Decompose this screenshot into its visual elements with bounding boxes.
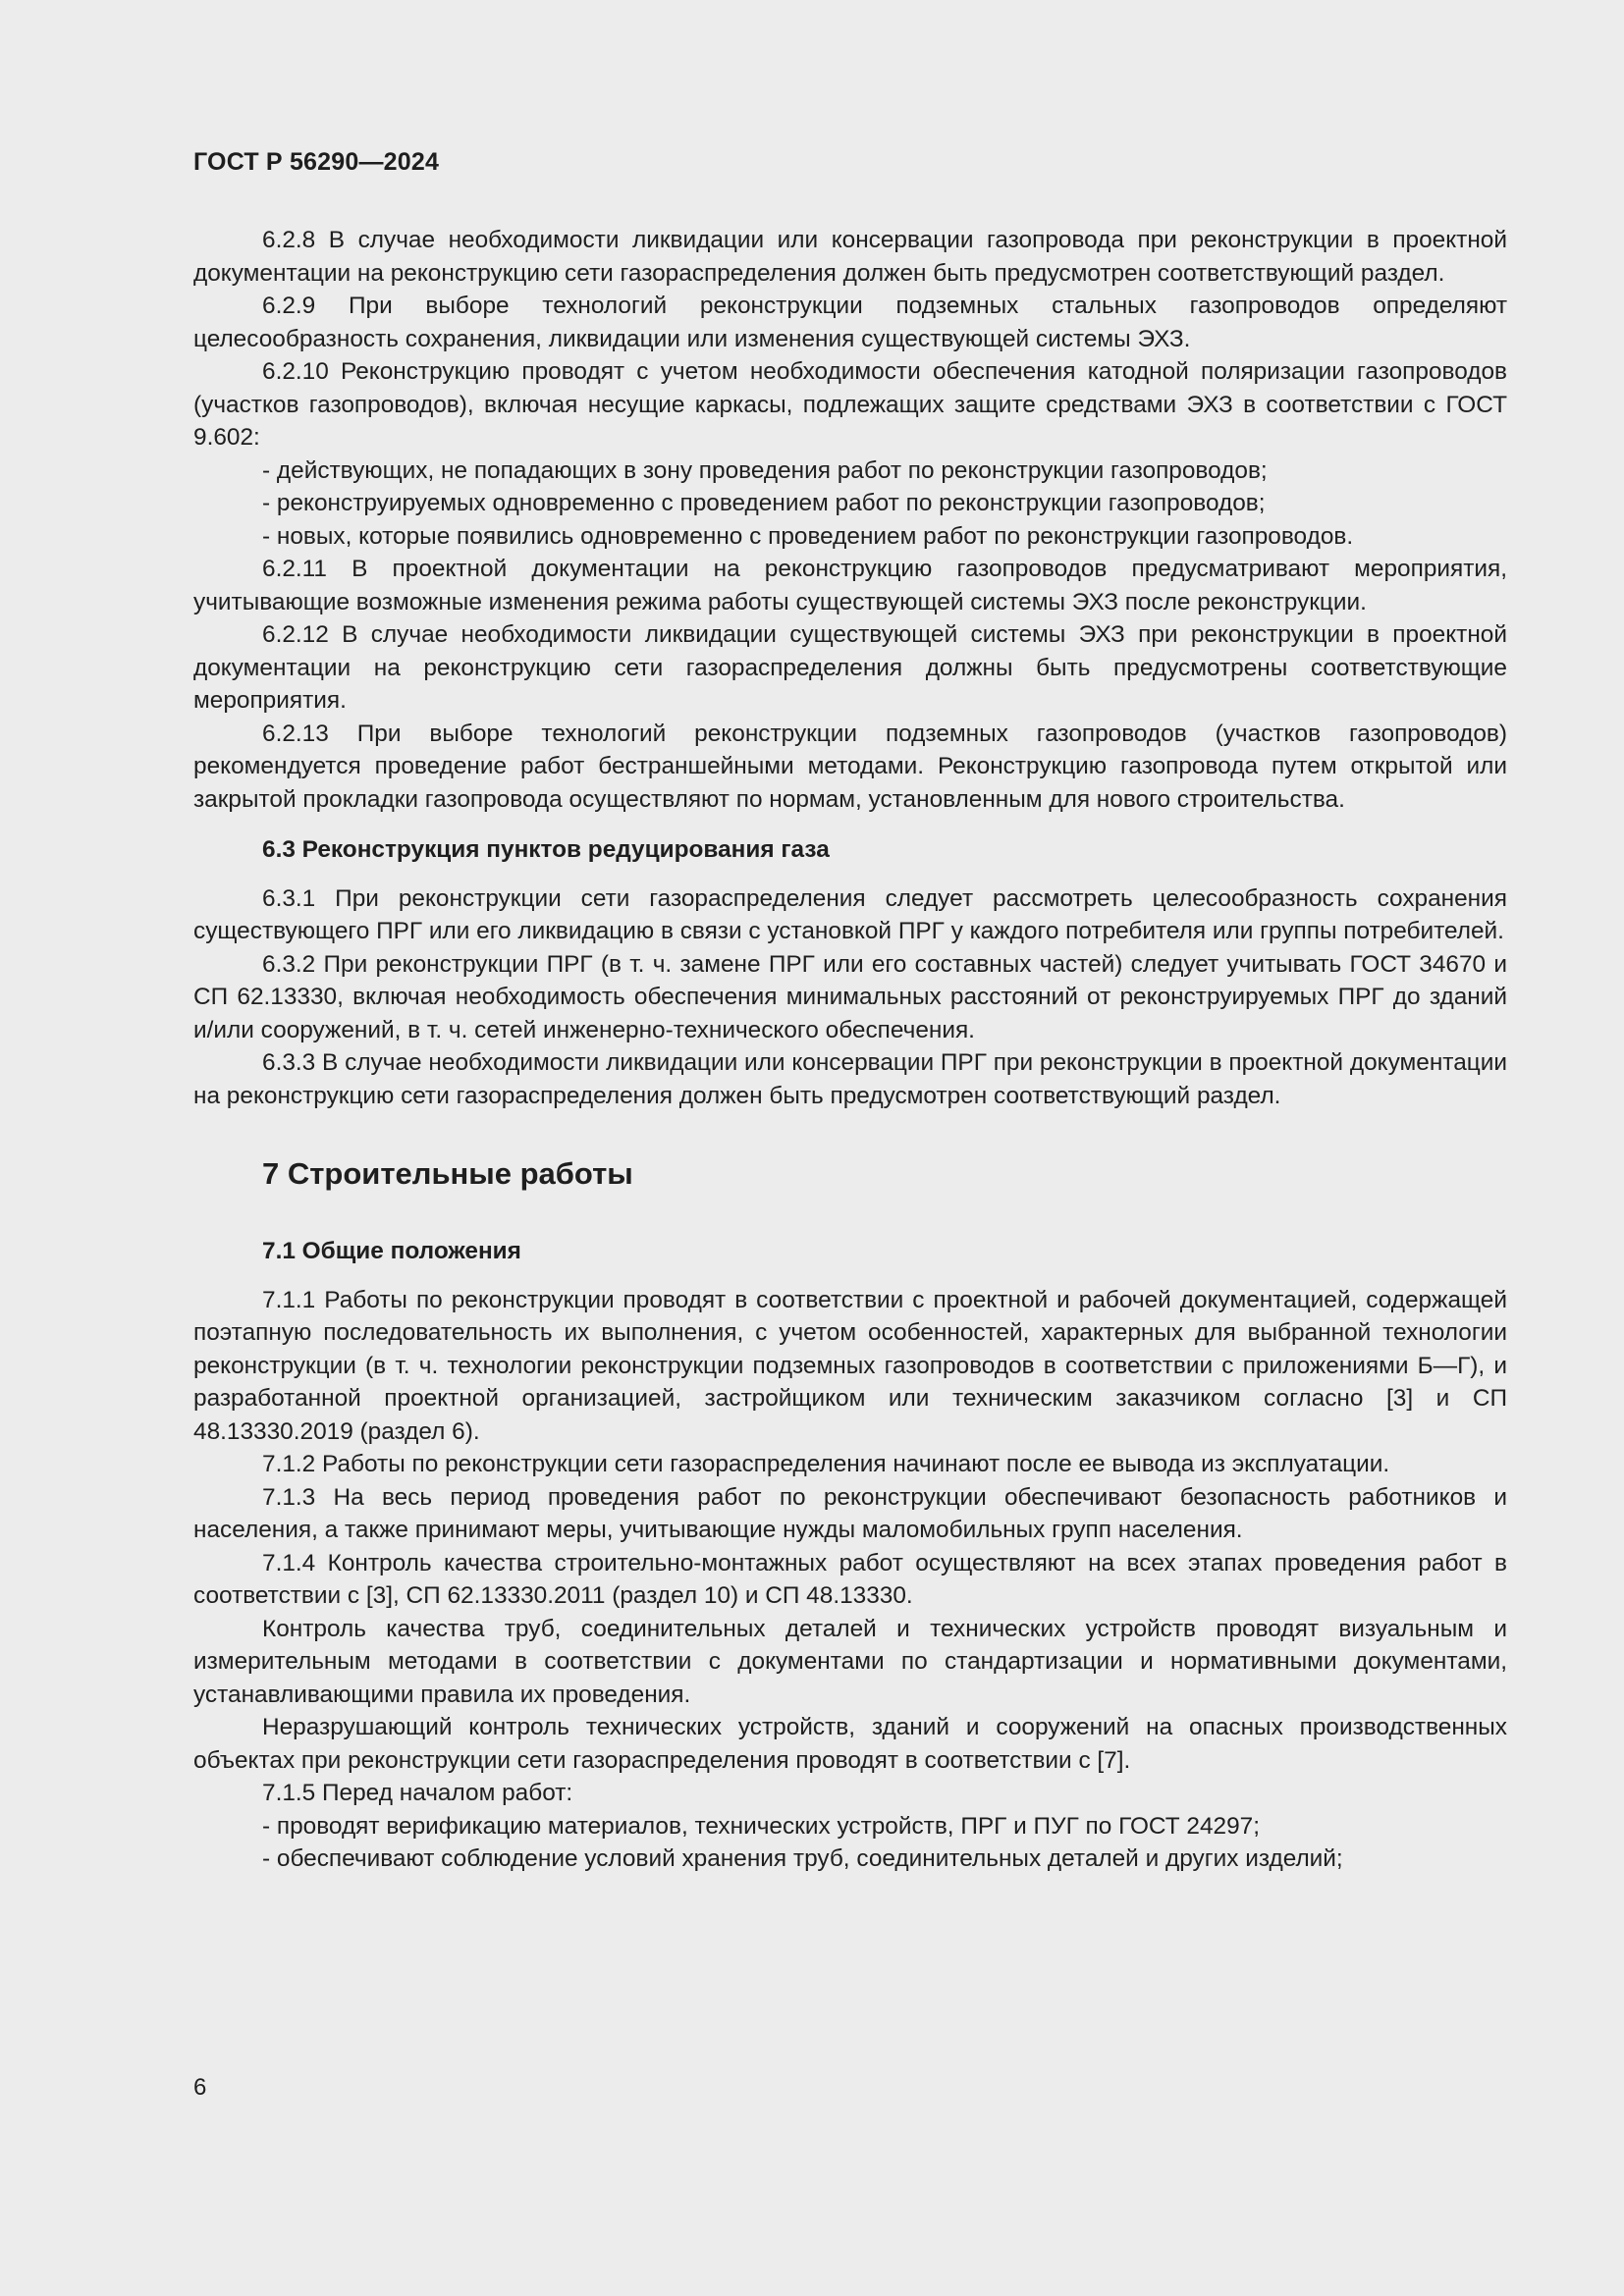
paragraph: 7.1.5 Перед началом работ: — [262, 1780, 573, 1806]
list-item: - новых, которые появились одновременно с проведением работ по реконструкции газопроводов. — [262, 522, 1354, 550]
paragraph: Контроль качества труб, соединительных деталей и технических устройств проводят визуальным и измерительным методами в соответствии с документами по стандартизации и нормативными документами, устанавливающими правила их проведения. — [193, 1615, 1507, 1708]
body-text — [193, 224, 1507, 1876]
paragraph: 6.2.10 Реконструкцию проводят с учетом необходимости обеспечения катодной поляризации газопроводов (участков газопроводов), включая несущие каркасы, подлежащих защите средствами ЭХЗ в соответствии с ГОСТ 9.602: — [193, 358, 1507, 451]
paragraph: 7.1.1 Работы по реконструкции проводят в соответствии с проектной и рабочей документацией, содержащей поэтапную последовательность их выполнения, с учетом особенностей, характерных для выбранной технологии реконструкции (в т. ч. технологии реконструкции подземных газопроводов в соответствии с приложениями Б—Г), и разработанной проектной организацией, застройщиком или техническим заказчиком согласно [3] и СП 48.13330.2019 (раздел 6). — [193, 1286, 1507, 1445]
list-item: - обеспечивают соблюдение условий хранения труб, соединительных деталей и других изделий; — [262, 1845, 1343, 1872]
list-item: - действующих, не попадающих в зону проведения работ по реконструкции газопроводов; — [262, 456, 1268, 484]
paragraph: 6.3.1 При реконструкции сети газораспределения следует рассмотреть целесообразность сохранения существующего ПРГ или его ликвидацию в связи с установкой ПРГ у каждого потребителя или группы потребителей. — [193, 884, 1507, 944]
paragraph: 6.2.9 При выборе технологий реконструкции подземных стальных газопроводов определяют целесообразность сохранения, ликвидации или изменения существующей системы ЭХЗ. — [193, 293, 1507, 352]
paragraph: 6.2.12 В случае необходимости ликвидации существующей системы ЭХЗ при реконструкции в проектной документации на реконструкцию сети газораспределения должны быть предусмотрены соответствующие мероприятия. — [193, 621, 1507, 714]
paragraph: 6.2.13 При выборе технологий реконструкции подземных газопроводов (участков газопроводов) рекомендуется проведение работ бестраншейными методами. Реконструкцию газопровода путем открытой или закрытой прокладки газопровода осуществляют по нормам, установленным для нового строительства. — [193, 720, 1507, 813]
subsection-heading: 6.3 Реконструкция пунктов редуцирования газа — [262, 836, 830, 863]
paragraph: Неразрушающий контроль технических устройств, зданий и сооружений на опасных производственных объектах при реконструкции сети газораспределения проводят в соответствии с [7]. — [193, 1714, 1507, 1774]
page-number: 6 — [193, 2074, 207, 2101]
paragraph: 6.3.3 В случае необходимости ликвидации или консервации ПРГ при реконструкции в проектной документации на реконструкцию сети газораспределения должен быть предусмотрен соответствующий раздел. — [193, 1049, 1507, 1109]
paragraph: 6.2.8 В случае необходимости ликвидации или консервации газопровода при реконструкции в проектной документации на реконструкцию сети газораспределения должен быть предусмотрен соответствующий раздел. — [193, 227, 1507, 287]
paragraph: 7.1.2 Работы по реконструкции сети газораспределения начинают после ее вывода из эксплуатации. — [262, 1451, 1390, 1477]
list-item: - реконструируемых одновременно с проведением работ по реконструкции газопроводов; — [262, 490, 1266, 516]
subsection-heading: 7.1 Общие положения — [262, 1238, 521, 1264]
paragraph: 6.3.2 При реконструкции ПРГ (в т. ч. замене ПРГ или его составных частей) следует учитывать ГОСТ 34670 и СП 62.13330, включая необходимость обеспечения минимальных расстояний от реконструируемых ПРГ до зданий и/или сооружений, в т. ч. сетей инженерно-технического обеспечения. — [193, 950, 1507, 1043]
list-item: - проводят верификацию материалов, технических устройств, ПРГ и ПУГ по ГОСТ 24297; — [262, 1812, 1260, 1840]
paragraph: 7.1.3 На весь период проведения работ по реконструкции обеспечивают безопасность работников и населения, а также принимают меры, учитывающие нужды маломобильных групп населения. — [193, 1483, 1507, 1543]
running-head-standard-code: ГОСТ Р 56290—2024 — [193, 148, 440, 176]
paragraph: 7.1.4 Контроль качества строительно-монтажных работ осуществляют на всех этапах проведения работ в соответствии с [3], СП 62.13330.2011 (раздел 10) и СП 48.13330. — [193, 1549, 1507, 1609]
section-heading: 7 Строительные работы — [262, 1156, 633, 1191]
paragraph: 6.2.11 В проектной документации на реконструкцию газопроводов предусматривают мероприятия, учитывающие возможные изменения режима работы существующей системы ЭХЗ после реконструкции. — [193, 556, 1507, 615]
